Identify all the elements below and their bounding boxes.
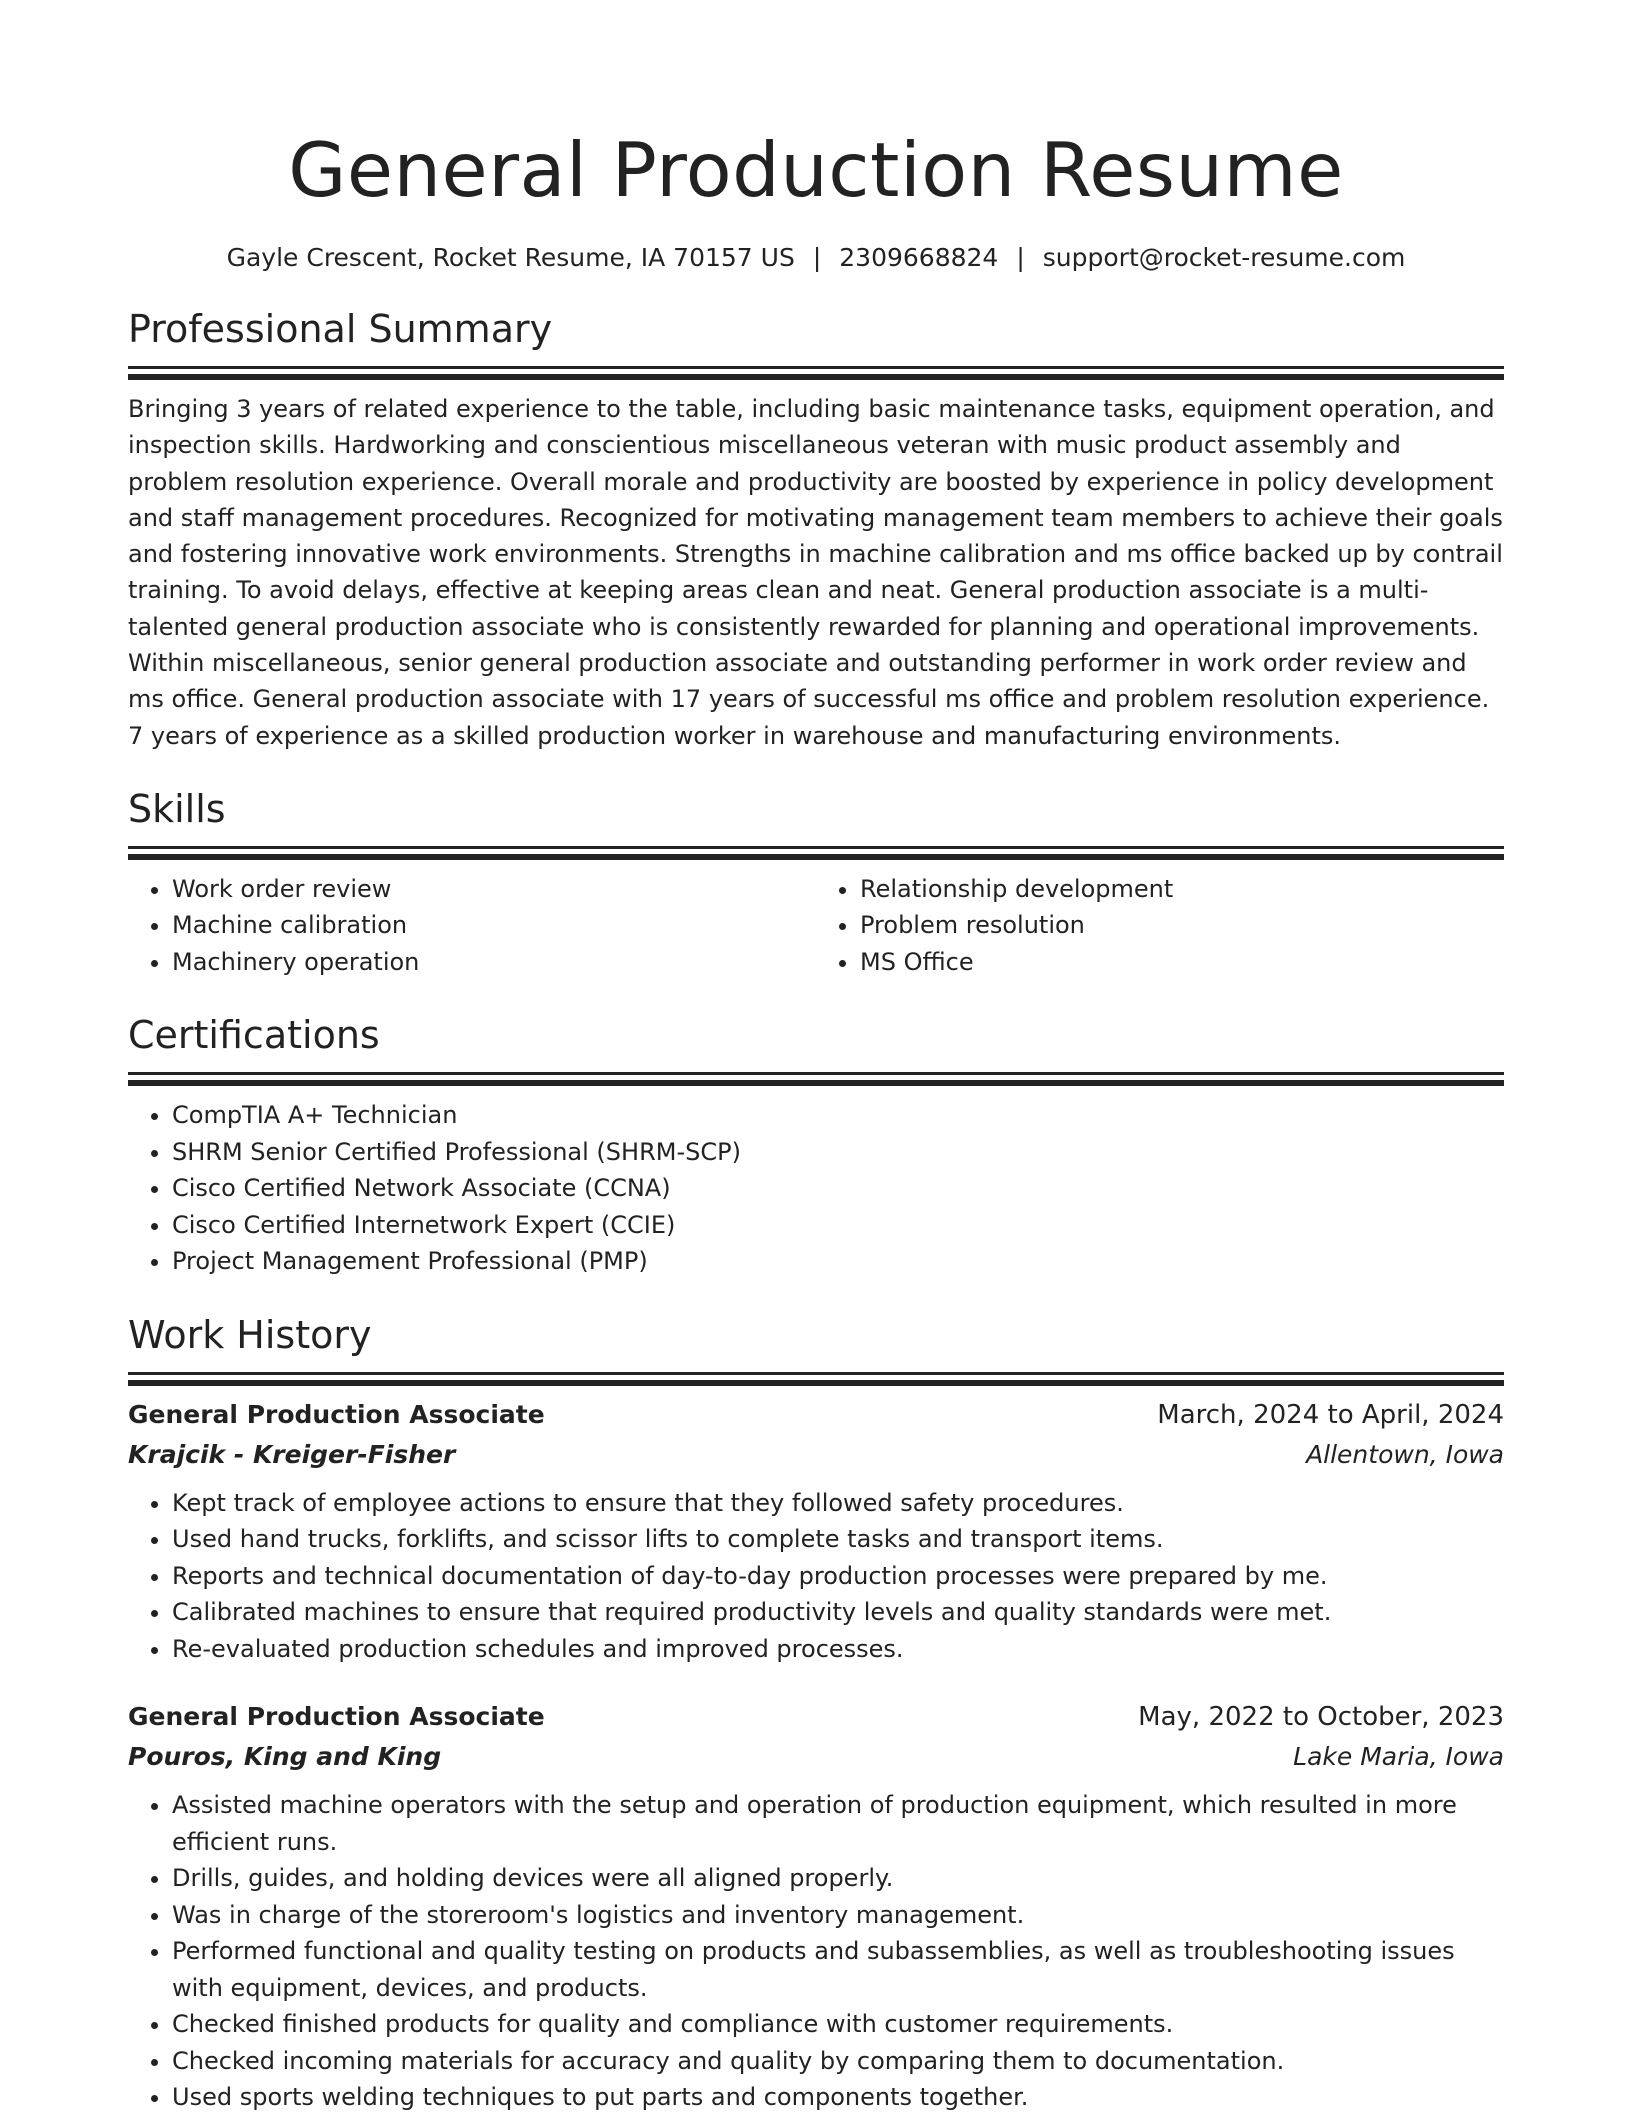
job-bullet: • Re-evaluated production schedules and improved processes. [172,1631,1504,1668]
job-bullets [128,1787,1504,2116]
skills-section [128,784,1504,981]
work-history-section [128,1310,1504,2116]
contact-line [128,240,1504,276]
summary-section [128,304,1504,754]
job-bullet: • Checked finished products for quality and compliance with customer requirements. [172,2006,1504,2043]
job-bullet: • Performed functional and quality testing on products and subassemblies, as well as troubleshooting issues with equipment, devices, and products. [172,1933,1504,2006]
skill-item: • Work order review [172,871,816,908]
skills-list-left [128,871,816,981]
skills-heading: Skills [128,786,226,831]
job-title: General Production Associate [128,1399,545,1429]
certification-item: • Cisco Certified Internetwork Expert (CCIE) [172,1207,1504,1244]
skill-item: • Problem resolution [860,907,1504,944]
job-dates: March, 2024 to April, 2024 [1157,1399,1504,1430]
work-history-heading: Work History [128,1312,372,1357]
job-location: Allentown, Iowa [1306,1439,1504,1469]
job-bullet: • Kept track of employee actions to ensure that they followed safety procedures. [172,1485,1504,1522]
skill-item: • MS Office [860,944,1504,981]
job-bullet: • Used sports welding techniques to put parts and components together. [172,2079,1504,2116]
skill-item: • Relationship development [860,871,1504,908]
resume-title: General Production Resume [288,126,1344,214]
job-bullet: • Was in charge of the storeroom's logistics and inventory management. [172,1897,1504,1934]
job-title: General Production Associate [128,1702,545,1732]
summary-text: Bringing 3 years of related experience to the table, including basic maintenance tasks, equipment operation, and inspection skills. Hardworking and conscientious miscellaneous veteran with music product assembly and problem resolution experience. Overall morale and productivity are boosted by experience in policy development and staff management procedures. Recognized for motivating management team members to achieve their goals and fostering innovative work environments. Strengths in machine calibration and ms office backed up by contrail training. To avoid delays, effective at keeping areas clean and neat. General production associate is a multi-talented general production associate who is consistently rewarded for planning and operational improvements. Within miscellaneous, senior general production associate and outstanding performer in work order review and ms office. General production associate with 17 years of successful ms office and problem resolution experience. 7 years of experience as a skilled production worker in warehouse and manufacturing environments. [128,395,1503,750]
section-divider [128,1372,1504,1375]
section-divider [128,1072,1504,1075]
skill-item: • Machinery operation [172,944,816,981]
contact-separator: | [1016,243,1025,272]
certification-item: • Cisco Certified Network Associate (CCNA) [172,1170,1504,1207]
section-divider [128,846,1504,849]
contact-address: Gayle Crescent, Rocket Resume, IA 70157 US [226,243,795,272]
contact-phone: 2309668824 [839,243,999,272]
job-bullets [128,1485,1504,1668]
skill-item: • Machine calibration [172,907,816,944]
contact-separator: | [812,243,822,272]
job-entry [128,1697,1504,2116]
job-bullet: • Checked incoming materials for accuracy and quality by comparing them to documentation. [172,2043,1504,2080]
section-divider [128,366,1504,369]
job-company: Pouros, King and King [128,1742,442,1772]
certifications-section [128,1010,1504,1280]
job-entry [128,1395,1504,1668]
job-bullet: • Calibrated machines to ensure that required productivity levels and quality standards were met. [172,1594,1504,1631]
certification-item: • Project Management Professional (PMP) [172,1243,1504,1280]
skills-grid [128,849,1504,981]
job-location: Lake Maria, Iowa [1293,1742,1504,1772]
skills-list-right [816,871,1504,981]
certification-item: • CompTIA A+ Technician [172,1097,1504,1134]
job-bullet: • Reports and technical documentation of day-to-day production processes were prepared by me. [172,1558,1504,1595]
summary-heading: Professional Summary [128,307,553,351]
job-company: Krajcik - Kreiger-Fisher [128,1439,456,1469]
job-bullet: • Drills, guides, and holding devices were all aligned properly. [172,1860,1504,1897]
certifications-heading: Certifications [128,1013,380,1058]
job-bullet: • Used hand trucks, forklifts, and scissor lifts to complete tasks and transport items. [172,1521,1504,1558]
contact-email: support@rocket-resume.com [1042,243,1406,272]
certifications-list [128,1097,1504,1280]
certification-item: • SHRM Senior Certified Professional (SHRM-SCP) [172,1134,1504,1171]
job-bullet: • Assisted machine operators with the setup and operation of production equipment, which resulted in more efficient runs. [172,1787,1504,1860]
job-dates: May, 2022 to October, 2023 [1138,1702,1504,1733]
